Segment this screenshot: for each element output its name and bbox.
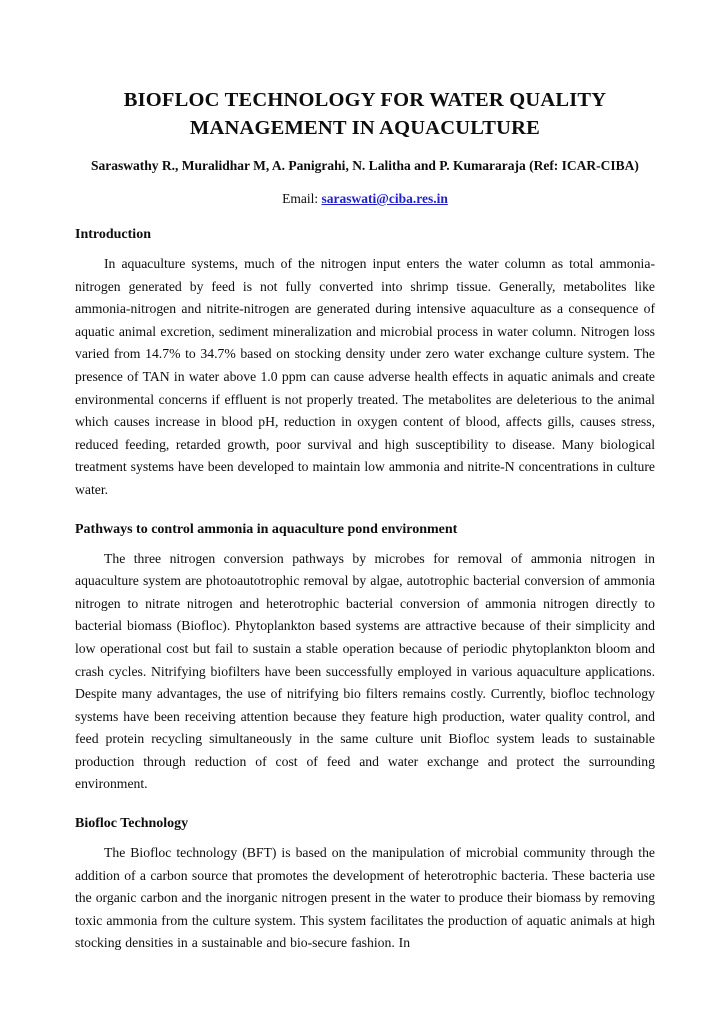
section-heading-introduction: Introduction [75,227,151,242]
section-introduction [75,226,655,502]
title-line-2: MANAGEMENT IN AQUACULTURE [189,117,541,139]
email-link[interactable]: saraswati@ciba.res.in [321,191,448,206]
authors-line: Saraswathy R., Muralidhar M, A. Panigrahi, N. Lalitha and P. Kumararaja (Ref: ICAR-CIBA) [91,158,639,173]
section-pathways [75,521,655,797]
paragraph-introduction: In aquaculture systems, much of the nitrogen input enters the water column as total ammonia-nitrogen generated by feed is not fully converted into shrimp tissue. Generally, metabolites like ammonia-nitrogen and nitrite-nitrogen are generated during intensive aquaculture as a consequence of aquatic animal excretion, sediment mineralization and microbial process in water column. Nitrogen loss varied from 14.7% to 34.7% based on stocking density under zero water exchange culture system. The presence of TAN in water above 1.0 ppm can cause adverse health effects in aquatic animals and create environmental concerns if effluent is not properly treated. The metabolites are deleterious to the animal which causes increase in blood pH, reduction in oxygen content of blood, affects gills, causes stress, reduced feeding, retarded growth, poor survival and high susceptibility to disease. Many biological treatment systems have been developed to maintain low ammonia and nitrite-N concentrations in culture water. [75,256,655,497]
section-heading-biofloc-technology: Biofloc Technology [75,816,189,832]
email-label: Email: [282,191,322,206]
section-biofloc-technology [75,815,655,955]
document-title [105,86,625,142]
paragraph-biofloc-technology: The Biofloc technology (BFT) is based on the manipulation of microbial community through the addition of a carbon source that promotes the development of heterotrophic bacteria. These bacteria use the organic carbon and the inorganic nitrogen present in the water to produce their biomass by removing toxic ammonia from the culture system. This system facilitates the production of aquatic animals at high stocking densities in a sustainable and bio-secure fashion. In [75,845,655,951]
title-line-1: BIOFLOC TECHNOLOGY FOR WATER QUALITY [123,89,607,111]
email-line [75,191,655,207]
section-heading-pathways: Pathways to control ammonia in aquaculture pond environment [75,521,458,537]
paragraph-pathways: The three nitrogen conversion pathways by microbes for removal of ammonia nitrogen in aquaculture system are photoautotrophic removal by algae, autotrophic bacterial conversion of ammonia nitrogen to nitrate nitrogen and heterotrophic bacterial conversion of ammonia nitrogen directly to bacterial biomass (Biofloc). Phytoplankton based systems are attractive because of their simplicity and low operational cost but fail to sustain a stable operation because of periodic phytoplankton bloom and crash cycles. Nitrifying biofilters have been successfully employed in various aquaculture applications. Despite many advantages, the use of nitrifying bio filters remains costly. Currently, biofloc technology systems have been receiving attention because they feature high production, water quality control, and feed protein recycling simultaneously in the same culture unit Biofloc system leads to sustainable production through reduction of cost of feed and water exchange and protect the surrounding environment. [75,550,655,792]
